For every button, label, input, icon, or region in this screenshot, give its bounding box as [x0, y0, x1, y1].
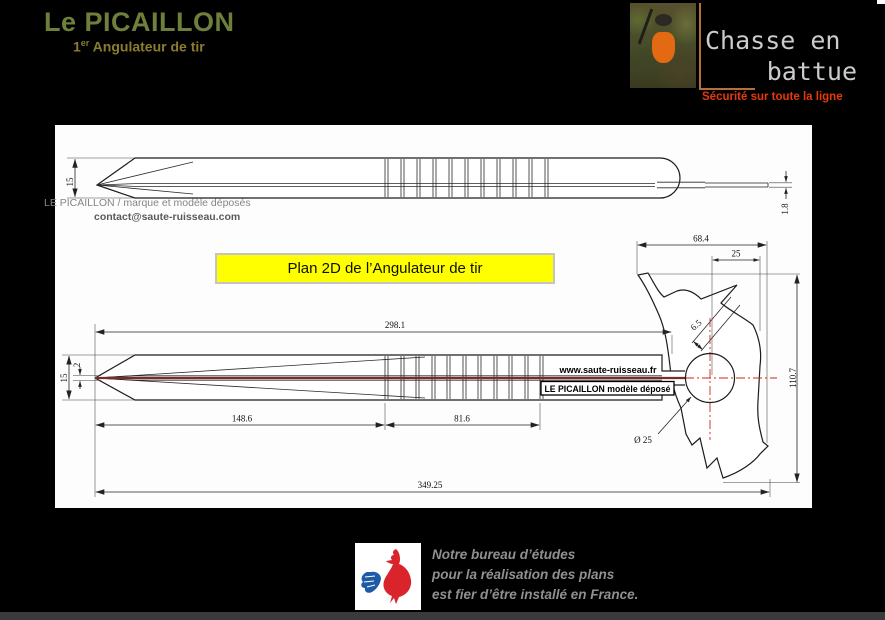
- dim-total-length: 349.25: [417, 480, 443, 490]
- rifle-shape: [638, 9, 653, 45]
- credit-line-3: est fier d’être installé en France.: [432, 587, 639, 602]
- technical-drawing: [55, 125, 812, 508]
- shaft-model-label: LE PICAILLON modèle déposé: [544, 383, 671, 394]
- orange-vest-shape: [652, 32, 675, 63]
- dim-head-width: 68.4: [693, 233, 709, 244]
- dim-tip-thickness: 2: [72, 362, 82, 368]
- credit-line-2: pour la réalisation des plans: [432, 567, 615, 582]
- contact-email: contact@saute-ruisseau.com: [94, 211, 241, 223]
- dim-plan-height: 15: [59, 373, 69, 383]
- dim-head-height: 110.7: [788, 368, 798, 388]
- dim-front-section: 148.6: [231, 413, 253, 424]
- hat-shape: [655, 14, 672, 26]
- subtitle-sup: er: [80, 38, 90, 48]
- bottom-strip: [0, 612, 885, 620]
- dim-slot-width: 6.5: [688, 317, 704, 333]
- corner-artifact: [877, 0, 885, 4]
- rooster-icon: [355, 543, 421, 610]
- credit-line-1: Notre bureau d’études: [432, 547, 576, 562]
- dim-rib-section: 81.6: [454, 413, 470, 424]
- dim-length-to-head: 298.1: [384, 320, 406, 330]
- trademark-line: LE PICAILLON / marque et modèle déposés: [44, 197, 251, 209]
- dim-head-offset: 25: [731, 248, 741, 259]
- dim-side-height: 15: [65, 177, 75, 187]
- dim-hole-diameter: Ø 25: [634, 435, 652, 445]
- france-rooster-logo: [355, 543, 421, 610]
- dim-rod-thickness: 1.8: [780, 203, 790, 215]
- drawing-panel: [55, 125, 812, 508]
- plan-caption: Plan 2D de l’Angulateur de tir: [215, 253, 555, 284]
- brand-tagline: Sécurité sur toute la ligne: [702, 91, 843, 103]
- hunter-photo: [630, 3, 696, 88]
- brand-line-1: Chasse en: [705, 26, 841, 55]
- subtitle-prefix: 1: [73, 38, 81, 55]
- page-subtitle: [73, 38, 205, 55]
- shaft-url-label: www.saute-ruisseau.fr: [558, 365, 657, 376]
- brand-logo-text: [705, 25, 857, 87]
- credit-text: [432, 545, 638, 605]
- subtitle-text: Angulateur de tir: [89, 38, 205, 55]
- page-title: Le PICAILLON: [44, 7, 235, 37]
- brand-line-2: battue: [766, 57, 857, 86]
